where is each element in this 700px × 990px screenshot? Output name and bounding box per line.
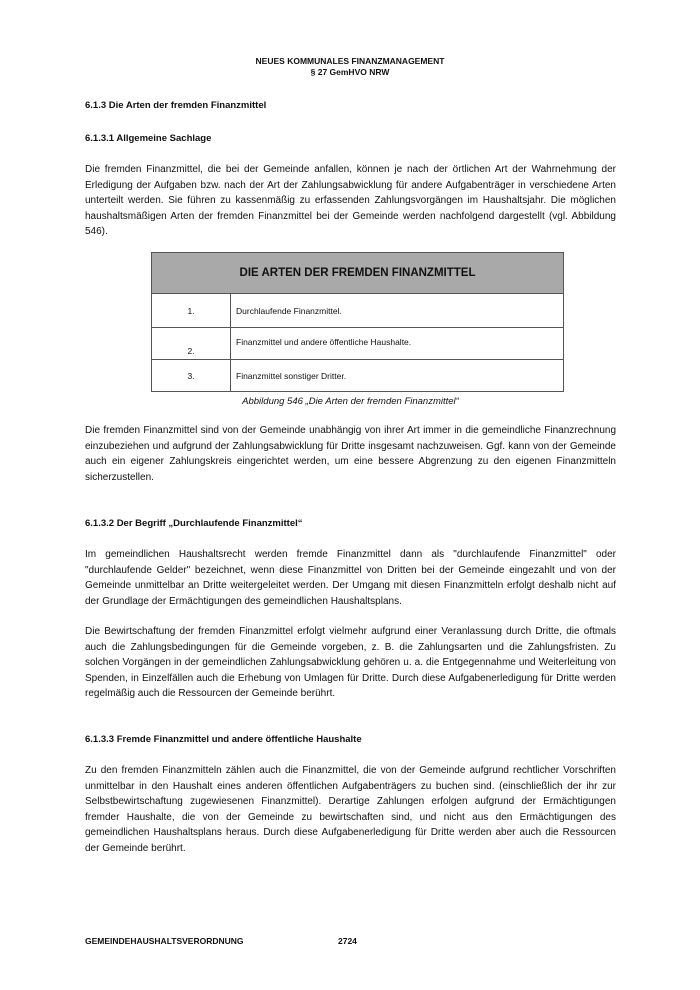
section-6-1-3-1-paragraph-2: Die fremden Finanzmittel sind von der Gemeinde unabhängig von ihrer Art immer in die gemeindliche Finanzrechnung einzubeziehen und aufgrund der Zahlungsabwicklung für Dritte insgesamt nachzuweisen. Ggf. kann von der Gemeinde auch ein eigener Zahlungskreis eingerichtet werden, um eine bessere Abgrenzung zu den eigenen Finanzmitteln sicherzustellen. — [85, 425, 616, 483]
table-row-text: Finanzmittel sonstiger Dritter. — [231, 360, 564, 392]
page-footer — [85, 936, 357, 946]
section-6-1-3-2-heading: 6.1.3.2 Der Begriff „Durchlaufende Finanzmittel“ — [85, 518, 303, 529]
header-subtitle: § 27 GemHVO NRW — [310, 67, 390, 77]
table-row — [152, 294, 564, 328]
figure-caption: Abbildung 546 „Die Arten der fremden Finanzmittel“ — [242, 396, 459, 407]
table-row-number: 2. — [152, 328, 231, 360]
types-table-title: DIE ARTEN DER FREMDEN FINANZMITTEL — [152, 253, 564, 294]
section-6-1-3-3-heading: 6.1.3.3 Fremde Finanzmittel und andere öffentliche Haushalte — [85, 734, 362, 745]
page-header — [0, 56, 700, 78]
section-6-1-3-heading: 6.1.3 Die Arten der fremden Finanzmittel — [85, 100, 267, 111]
section-6-1-3-3-paragraph-1: Zu den fremden Finanzmitteln zählen auch die Finanzmittel, die von der Gemeinde aufgrund rechtlicher Vorschriften unmittelbar in den Haushalt eines anderen öffentlichen Aufgabenträgers zu buchen sind. (einschließlich der ihr zur Selbstbewirtschaftung zugewiesenen Finanzmittel). Derartige Zahlungen erfolgen aufgrund der Ermächtigungen fremder Haushalte, die von der Gemeinde zu bewirtschaften sind, und nicht aus den Ermächtigungen des gemeindlichen Haushaltsplans heraus. Durch diese Aufgabenerledigung für Dritte werden aber auch die Ressourcen der Gemeinde berührt. — [85, 765, 616, 854]
footer-title: GEMEINDEHAUSHALTSVERORDNUNG — [85, 936, 244, 946]
section-6-1-3-2-paragraph-1: Im gemeindlichen Haushaltsrecht werden fremde Finanzmittel dann als "durchlaufende Finanzmittel" oder "durchlaufende Gelder" bezeichnet, wenn diese Finanzmittel von Dritten bei der Gemeinde eingezahlt und von der Gemeinde unmittelbar an Dritte weitergeleitet werden. Der Umgang mit diesen Finanzmitteln erfolgt deshalb nicht auf der Grundlage der Ermächtigungen des gemeindlichen Haushaltsplans. — [85, 549, 616, 607]
table-row — [152, 360, 564, 392]
table-row-text: Durchlaufende Finanzmittel. — [231, 294, 564, 328]
header-title: NEUES KOMMUNALES FINANZMANAGEMENT — [255, 56, 445, 66]
table-row-number: 3. — [152, 360, 231, 392]
page-number: 2724 — [338, 936, 357, 946]
types-table — [151, 252, 564, 392]
table-row — [152, 328, 564, 360]
section-6-1-3-1-paragraph-1: Die fremden Finanzmittel, die bei der Gemeinde anfallen, können je nach der örtlichen Art der Wahrnehmung der Erledigung der Aufgaben bzw. nach der Art der Zahlungsabwicklung für andere Aufgabenträger in verschiedene Arten unterteilt werden. Sie führen zu kassenmäßig zu erfassenden Zahlungsvorgängen im Haushaltsjahr. Die möglichen haushaltsmäßigen Arten der fremden Finanzmittel bei der Gemeinde werden nachfolgend dargestellt (vgl. Abbildung 546). — [85, 164, 616, 238]
section-6-1-3-1-heading: 6.1.3.1 Allgemeine Sachlage — [85, 133, 212, 144]
section-6-1-3-2-paragraph-2: Die Bewirtschaftung der fremden Finanzmittel erfolgt vielmehr aufgrund einer Veranlassung durch Dritte, die oftmals auch die Zahlungsbedingungen für die Gemeinde vorgeben, z. B. die Zahlungsarten und die Zahlungsfristen. Zu solchen Vorgängen in der gemeindlichen Zahlungsabwicklung gehören u. a. die Entgegennahme und Weiterleitung von Spenden, in Einzelfällen auch die Erhebung von Umlagen für Dritte. Durch diese Aufgabenerledigung für Dritte werden regelmäßig auch die Ressourcen der Gemeinde berührt. — [85, 626, 616, 700]
table-row-text: Finanzmittel und andere öffentliche Haushalte. — [231, 328, 564, 360]
table-row-number: 1. — [152, 294, 231, 328]
